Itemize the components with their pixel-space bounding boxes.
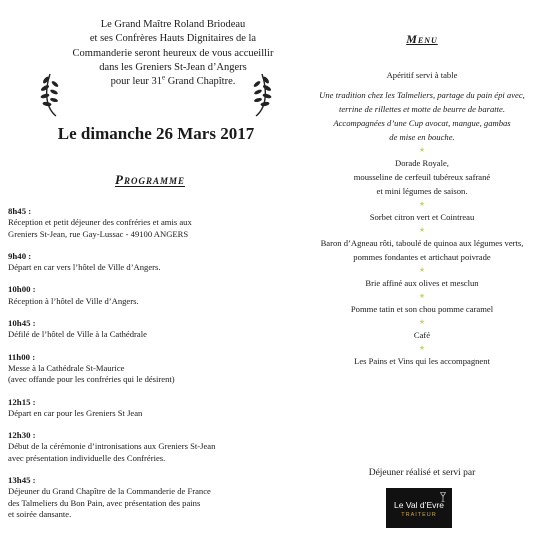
programme-desc: Départ en car pour les Greniers St Jean	[8, 407, 143, 418]
star-separator-icon: ★	[418, 200, 426, 208]
programme-time: 10h45 :	[8, 318, 36, 329]
menu-intro-line: Une tradition chez les Talmeliers, partage du pain épi avec,	[319, 90, 525, 100]
programme-desc: Défilé de l’hôtel de Ville à la Cathédrale	[8, 329, 147, 340]
programme-desc: avec présentation individuelle des Confréries.	[8, 452, 166, 463]
programme-desc: Déjeuner du Grand Chapître de la Commanderie de France	[8, 486, 211, 497]
programme-time: 8h45 :	[8, 206, 32, 216]
star-separator-icon: ★	[418, 318, 426, 326]
programme-desc: Départ en car vers l’hôtel de Ville d’Angers.	[8, 262, 161, 273]
intro-line: et ses Confrères Hauts Dignitaires de la	[89, 33, 257, 45]
programme-desc: (avec offande pour les confréries qui le désirent)	[8, 374, 175, 385]
programme-time: 11h00 :	[8, 351, 36, 362]
programme-item	[8, 251, 278, 274]
menu-course: Café	[413, 330, 431, 340]
caterer-logo-name: Le Val d’Evre	[394, 500, 444, 510]
menu-list	[284, 68, 560, 368]
ordinal-suffix: e	[161, 73, 166, 82]
star-separator-icon: ★	[418, 266, 426, 274]
wine-glass-icon	[440, 492, 446, 502]
programme-desc: des Talmeliers du Bon Pain, avec présentation des pains	[8, 497, 201, 508]
menu-intro-line: terrine de rillettes et motte de beurre de baratte.	[338, 104, 506, 114]
menu-course: mousseline de cerfeuil tubéreux safrané	[353, 172, 491, 182]
menu-course: et mini légumes de saison.	[376, 186, 468, 196]
menu-course: Brie affiné aux olives et mesclun	[365, 278, 479, 288]
star-separator-icon: ★	[418, 344, 426, 352]
programme-time: 12h30 :	[8, 430, 36, 441]
star-separator-icon: ★	[418, 226, 426, 234]
menu-course: Dorade Royale,	[395, 158, 449, 168]
menu-aperitif: Apéritif servi à table	[386, 70, 458, 80]
programme-item	[8, 284, 278, 307]
menu-course: Sorbet citron vert et Cointreau	[369, 212, 475, 222]
menu-course: Baron d’Agneau rôti, taboulé de quinoa aux légumes verts,	[320, 238, 524, 248]
intro-line-suffix: Grand Chapître.	[165, 76, 236, 88]
programme-desc: Messe à la Cathédrale St-Maurice	[8, 362, 125, 373]
caterer-logo	[386, 488, 452, 528]
menu-title: Menu	[406, 32, 438, 46]
right-column	[284, 0, 560, 554]
intro-line: Commanderie seront heureux de vous accueillir	[72, 47, 274, 59]
programme-time: 12h15 :	[8, 396, 36, 407]
event-date-heading: Le dimanche 26 Mars 2017	[57, 124, 255, 143]
menu-intro-line: de mise en bouche.	[389, 132, 455, 142]
programme-item	[8, 206, 278, 240]
menu-intro-line: Accompagnées d’une Cup avocat, mangue, gambas	[333, 118, 511, 128]
programme-item	[8, 475, 278, 520]
programme-time: 13h45 :	[8, 475, 36, 486]
laurel-right-icon	[250, 70, 272, 118]
intro-line: dans les Greniers St-Jean d’Angers	[99, 61, 247, 73]
intro-line-prefix: pour leur 31	[110, 76, 162, 88]
menu-course: Les Pains et Vins qui les accompagnent	[354, 356, 490, 366]
programme-list	[8, 206, 278, 531]
star-separator-icon: ★	[418, 292, 426, 300]
programme-item	[8, 430, 278, 464]
star-separator-icon: ★	[418, 146, 426, 154]
laurel-left-icon	[40, 70, 62, 118]
menu-course: pommes fondantes et artichaut poivrade	[353, 252, 491, 262]
programme-item	[8, 352, 278, 386]
programme-desc: Réception et petit déjeuner des confréries et amis aux	[8, 217, 192, 228]
programme-time: 10h00 :	[8, 284, 36, 295]
programme-desc: Greniers St-Jean, rue Gay-Lussac - 49100 ANGERS	[8, 228, 189, 239]
programme-item	[8, 318, 278, 341]
caterer-credit: Déjeuner réalisé et servi par	[368, 468, 476, 478]
intro-line: Le Grand Maître Roland Briodeau	[100, 19, 246, 30]
programme-title: Programme	[115, 172, 185, 187]
programme-desc: et soirée dansante.	[8, 508, 72, 519]
programme-desc: Début de la cérémonie d’intronisations aux Greniers St-Jean	[8, 441, 216, 452]
programme-time: 9h40 :	[8, 250, 32, 261]
menu-course: Pomme tatin et son chou pomme caramel	[350, 304, 494, 314]
programme-item	[8, 397, 278, 420]
programme-desc: Réception à l’hôtel de Ville d’Angers.	[8, 295, 139, 306]
caterer-logo-sub: TRAITEUR	[401, 512, 437, 518]
